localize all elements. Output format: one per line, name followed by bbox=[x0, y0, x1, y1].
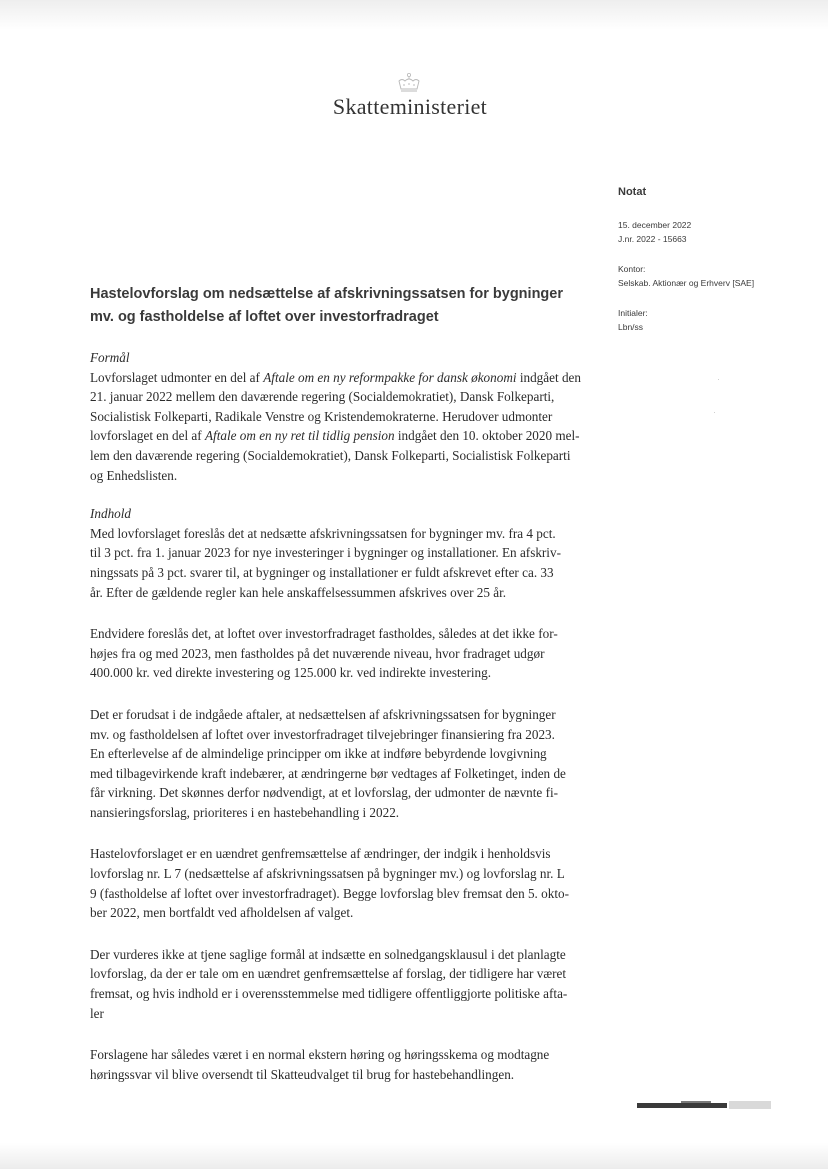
scan-shadow-bottom bbox=[0, 1143, 828, 1169]
text-line: En efterlevelse af de almindelige principper om ikke at indføre bebyrdende lovgivning bbox=[90, 746, 547, 762]
paragraph-3 bbox=[90, 705, 610, 823]
office-label: Kontor: bbox=[618, 264, 646, 274]
ministry-name: Skatteministeriet bbox=[332, 94, 488, 119]
text-line: Hastelovforslaget er en uændret genfremsættelse af ændringer, der indgik i henholdsvis bbox=[90, 846, 551, 862]
text-line: med tilbagevirkende kraft indebærer, at ændringerne bør vedtages af Folketinget, inden de bbox=[90, 765, 566, 781]
section-heading-indhold: Indhold bbox=[90, 506, 132, 522]
text-line bbox=[90, 426, 610, 446]
paragraph-6 bbox=[90, 1045, 610, 1084]
text-span: indgået den bbox=[516, 369, 581, 385]
text-line: lem den daværende regering (Socialdemokratiet), Dansk Folkeparti, Socialistisk Folkeparti bbox=[90, 447, 571, 463]
text-line: til 3 pct. fra 1. januar 2023 for nye investeringer i bygninger og installationer. En afskriv- bbox=[90, 545, 561, 561]
document-type: Notat bbox=[618, 186, 647, 198]
text-line: og Enhedslisten. bbox=[90, 467, 178, 483]
title-line: mv. og fastholdelse af loftet over investorfradraget bbox=[90, 309, 439, 325]
document-date: 15. december 2022 bbox=[618, 220, 692, 230]
text-line: nansieringsforslag, prioriteres i en hastebehandling i 2022. bbox=[90, 804, 400, 820]
text-line: Det er forudsat i de indgåede aftaler, at nedsættelsen af afskrivningssatsen for bygninger bbox=[90, 706, 556, 722]
text-line: høringssvar vil blive oversendt til Skatteudvalget til brug for hastebehandlingen. bbox=[90, 1066, 515, 1082]
paragraph-1 bbox=[90, 524, 610, 602]
paragraph-4 bbox=[90, 844, 610, 922]
footer-bar-accent bbox=[681, 1101, 711, 1103]
section-heading-formaal: Formål bbox=[90, 350, 130, 365]
crown-icon bbox=[394, 72, 424, 94]
text-span: indgået den 10. oktober 2020 mel- bbox=[394, 428, 580, 444]
scan-speck bbox=[718, 379, 719, 380]
text-line: fremsat, og hvis indhold er i overensstemmelse med tidligere offentliggjorte politiske afta- bbox=[90, 986, 568, 1002]
document-title bbox=[90, 283, 610, 329]
text-line: ler bbox=[90, 1005, 104, 1021]
text-line: 9 (fastholdelse af loftet over investorfradraget). Begge lovforslag blev fremsat den 5. okto- bbox=[90, 885, 569, 901]
text-line: får virkning. Det skønnes derfor nødvendigt, at et lovforslag, der udmonter de nævnte fi- bbox=[90, 785, 559, 801]
scan-speck bbox=[714, 412, 715, 413]
scan-shadow-top bbox=[0, 0, 828, 30]
paragraph-formaal bbox=[90, 368, 610, 486]
text-line: lovforslag nr. L 7 (nedsættelse af afskrivningssatsen på bygninger mv.) og lovforslag nr. L bbox=[90, 866, 565, 882]
agreement-title: Aftale om en ny ret til tidlig pension bbox=[204, 428, 395, 444]
text-line bbox=[90, 368, 610, 388]
initials-label: Initialer: bbox=[618, 308, 648, 318]
text-line: højes fra og med 2023, men fastholdes på det nuværende niveau, hvor fradraget udgør bbox=[90, 645, 545, 661]
text-line: mv. og fastholdelsen af loftet over investorfradraget tilvejebringer finansiering fra 2023. bbox=[90, 726, 555, 742]
document-body bbox=[90, 348, 610, 1084]
text-line: Der vurderes ikke at tjene saglige formål at indsætte en solnedgangsklausul i det planlagte bbox=[90, 946, 566, 962]
paragraph-5 bbox=[90, 945, 610, 1023]
text-line: 400.000 kr. ved direkte investering og 125.000 kr. ved indirekte investering. bbox=[90, 665, 492, 681]
journal-number: J.nr. 2022 - 15663 bbox=[618, 234, 687, 244]
text-line: Forslagene har således været i en normal ekstern høring og høringsskema og modtagne bbox=[90, 1047, 550, 1063]
text-line: 21. januar 2022 mellem den daværende regering (Socialdemokratiet), Dansk Folkeparti, bbox=[90, 389, 555, 405]
text-line: Med lovforslaget foreslås det at nedsætte afskrivningssatsen for bygninger mv. fra 4 pct. bbox=[90, 525, 556, 541]
title-line: Hastelovforslag om nedsættelse af afskrivningssatsen for bygninger bbox=[90, 286, 563, 302]
text-line: ber 2022, men bortfaldt ved afholdelsen af valget. bbox=[90, 905, 354, 921]
agreement-title: Aftale om en ny reformpakke for dansk økonomi bbox=[263, 369, 517, 385]
text-line: ningssats på 3 pct. svarer til, at bygninger og installationer er fuldt afskrevet efter ca. 33 bbox=[90, 564, 554, 580]
initials-value: Lbn/ss bbox=[618, 322, 644, 332]
footer-bar-faded bbox=[729, 1101, 771, 1109]
text-span: lovforslaget en del af bbox=[90, 428, 205, 444]
text-line: Endvidere foreslås det, at loftet over investorfradraget fastholdes, således at det ikke for- bbox=[90, 626, 558, 642]
office-value: Selskab. Aktionær og Erhverv [SAE] bbox=[618, 278, 755, 288]
text-span: Lovforslaget udmonter en del af bbox=[90, 369, 264, 385]
paragraph-2 bbox=[90, 624, 610, 683]
footer-bar bbox=[637, 1103, 727, 1108]
text-line: år. Efter de gældende regler kan hele anskaffelsessummen afskrives over 25 år. bbox=[90, 584, 507, 600]
text-line: lovforslag, da der er tale om en uændret genfremsættelse af forslag, der tidligere har været bbox=[90, 966, 567, 982]
text-line: Socialistisk Folkeparti, Radikale Venstre og Kristendemokraterne. Herudover udmonter bbox=[90, 408, 553, 424]
